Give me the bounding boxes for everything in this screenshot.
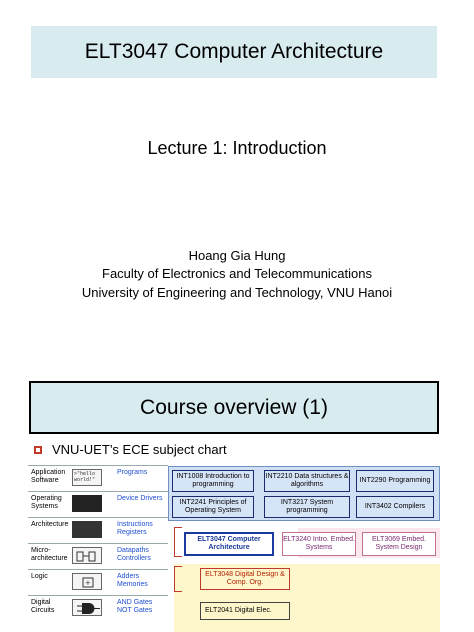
subject-elt3069: ELT3069 Embed. System Design bbox=[362, 532, 436, 556]
layer-element: Datapaths Controllers bbox=[117, 547, 151, 562]
square-bullet-icon bbox=[34, 446, 42, 454]
subject-int1008: INT1008 Introduction to programming bbox=[172, 470, 254, 492]
layer-element: Device Drivers bbox=[117, 495, 163, 502]
layer-row bbox=[28, 543, 168, 567]
adder-diagram-icon bbox=[72, 573, 102, 590]
course-title: ELT3047 Computer Architecture bbox=[84, 40, 384, 63]
course-title-band bbox=[31, 26, 437, 78]
datapath-diagram-icon bbox=[72, 547, 102, 564]
subject-int3217: INT3217 System programming bbox=[264, 496, 350, 518]
subject-elt3048: ELT3048 Digital Design & Comp. Org. bbox=[200, 568, 290, 590]
overview-title-band bbox=[29, 381, 439, 434]
bullet-text: VNU-UET’s ECE subject chart bbox=[52, 442, 227, 457]
layer-element: Adders Memories bbox=[117, 573, 148, 588]
layer-row bbox=[28, 595, 168, 619]
layer-row bbox=[28, 517, 168, 541]
subject-int2241: INT2241 Principles of Operating System bbox=[172, 496, 254, 518]
layer-name: Architecture bbox=[31, 521, 69, 528]
and-gate-icon bbox=[72, 599, 102, 616]
overview-title: Course overview (1) bbox=[140, 395, 328, 419]
layer-name: Application Software bbox=[31, 469, 66, 484]
subject-int2210: INT2210 Data structures & algorithms bbox=[264, 470, 350, 492]
laptop-icon bbox=[72, 495, 102, 512]
subject-elt3047: ELT3047 Computer Architecture bbox=[184, 532, 274, 556]
bullet-item bbox=[34, 442, 227, 457]
layer-element: Programs bbox=[117, 469, 148, 476]
chip-icon bbox=[72, 521, 102, 538]
layer-row bbox=[28, 491, 168, 515]
hello-world-code-icon: >"hello world!" bbox=[72, 469, 102, 486]
subject-int2290: INT2290 Programming bbox=[356, 470, 434, 492]
layer-name: Operating Systems bbox=[31, 495, 62, 510]
layer-name: Digital Circuits bbox=[31, 599, 55, 614]
layer-row bbox=[28, 569, 168, 593]
bracket-architecture bbox=[174, 527, 182, 557]
layer-name: Micro-architecture bbox=[31, 547, 68, 562]
layer-name: Logic bbox=[31, 573, 48, 580]
bracket-logic bbox=[174, 566, 182, 592]
lecture-title: Lecture 1: Introduction bbox=[147, 138, 327, 158]
university-name: University of Engineering and Technology, VNU Hanoi bbox=[81, 285, 393, 300]
layer-element: Instructions Registers bbox=[117, 521, 153, 536]
subject-elt2041: ELT2041 Digital Elec. bbox=[200, 602, 290, 620]
subject-elt3240: ELT3240 Intro. Embed. Systems bbox=[282, 532, 356, 556]
faculty-name: Faculty of Electronics and Telecommunications bbox=[102, 266, 372, 281]
subject-int3402: INT3402 Compilers bbox=[356, 496, 434, 518]
layer-element: AND Gates NOT Gates bbox=[117, 599, 153, 614]
author-name: Hoang Gia Hung bbox=[188, 248, 286, 263]
layer-row bbox=[28, 465, 168, 489]
svg-text:+: + bbox=[85, 579, 91, 587]
